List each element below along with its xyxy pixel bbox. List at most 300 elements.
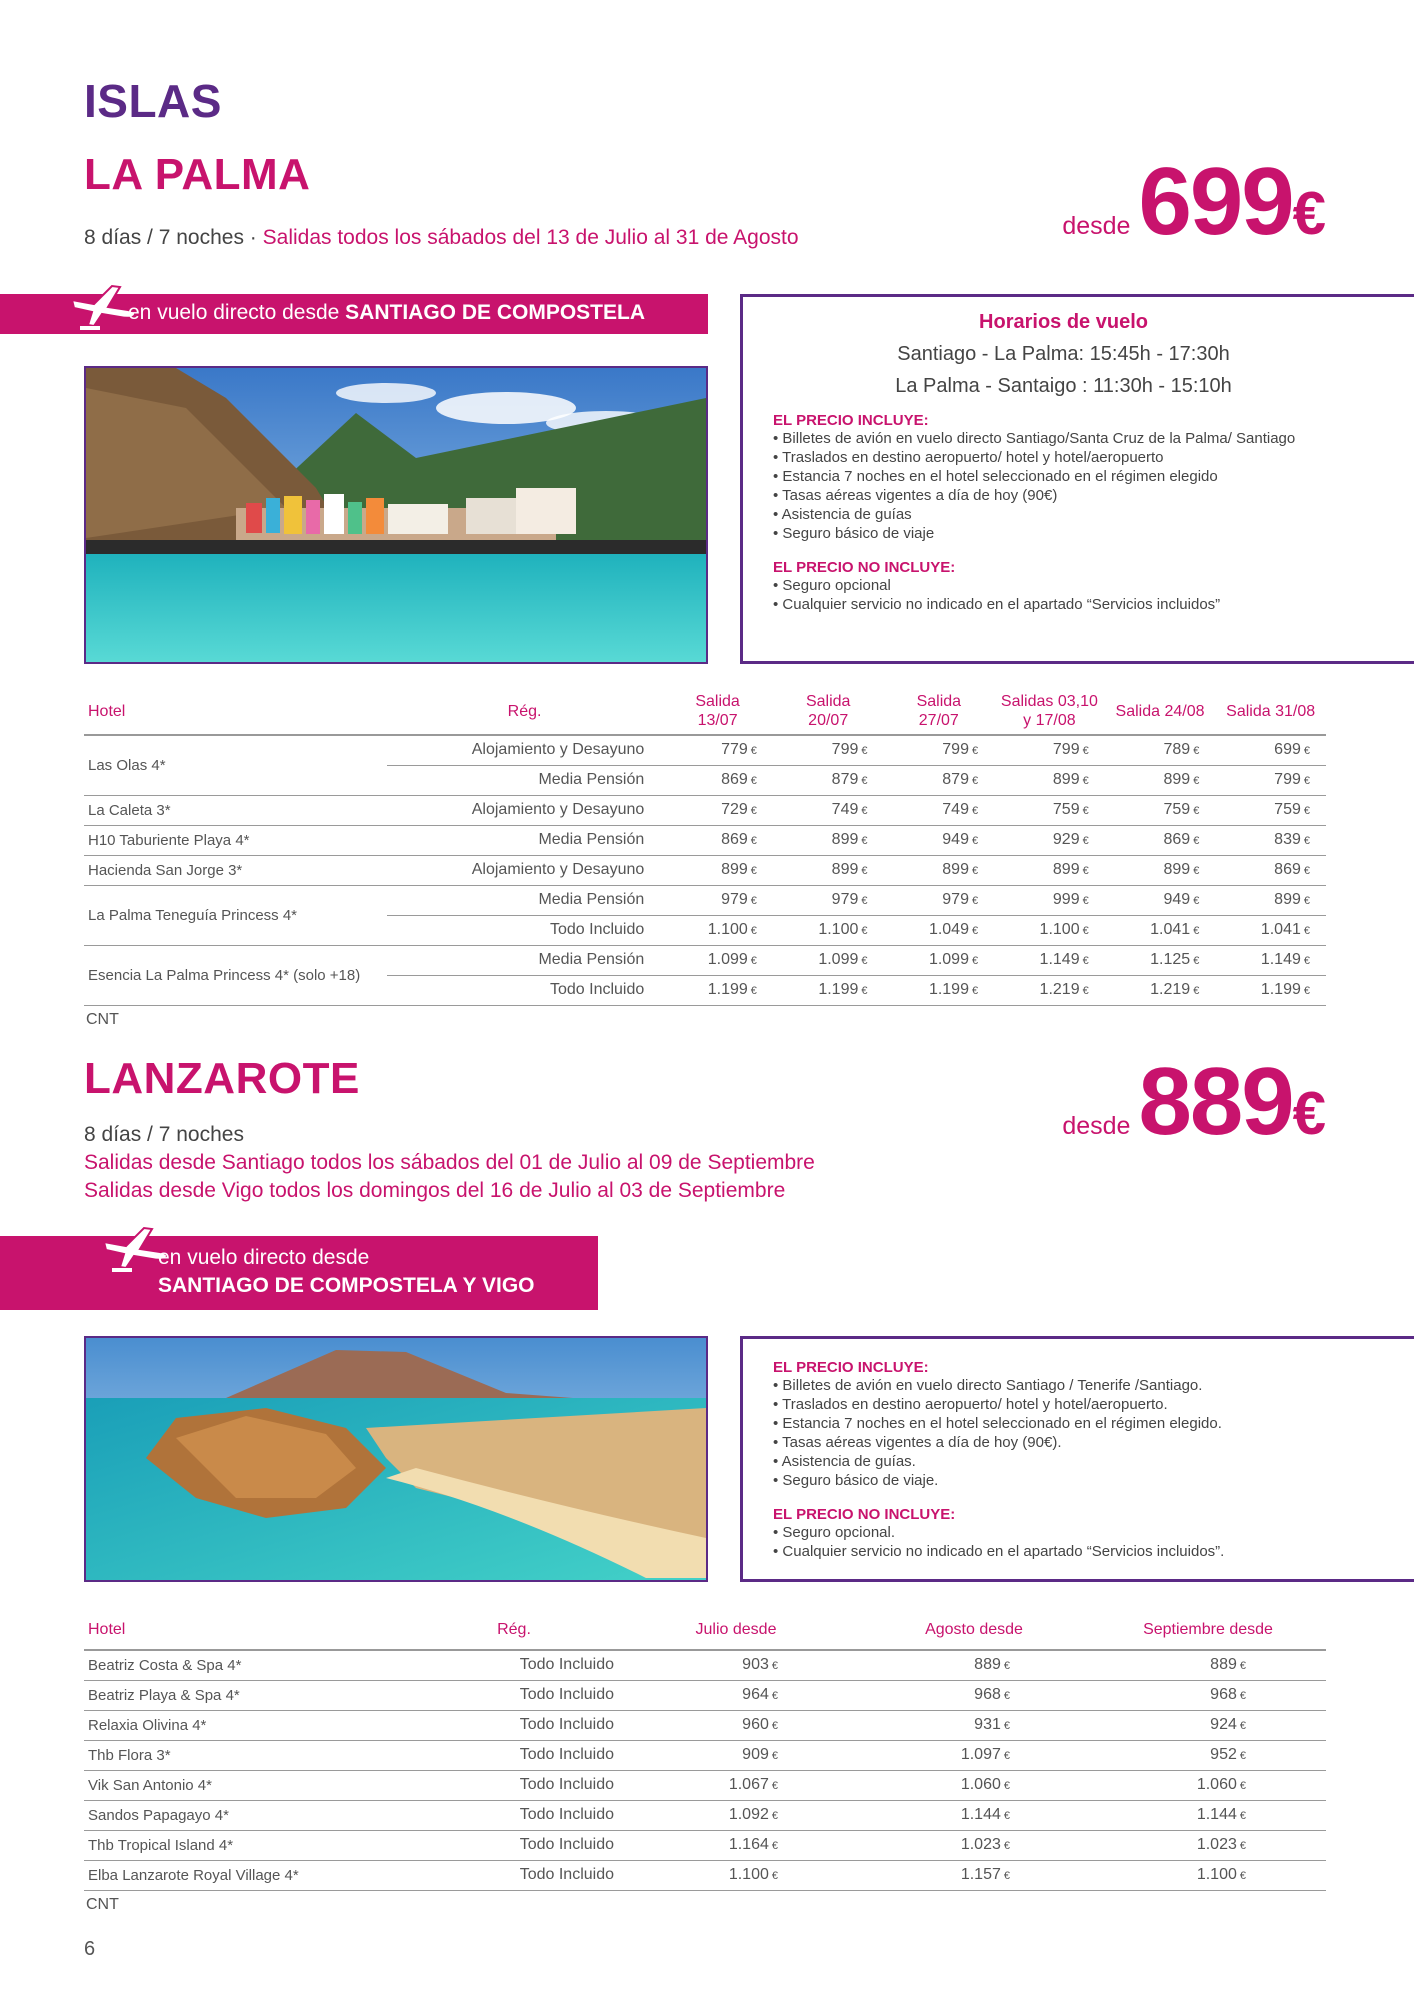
price-cell xyxy=(773,735,884,765)
price-value: 749 xyxy=(942,801,969,818)
price-value: 1.041 xyxy=(1260,921,1301,938)
lanzarote-title: LANZAROTE xyxy=(84,1054,360,1103)
regimen: Todo Incluido xyxy=(414,1710,614,1740)
list-item: • Billetes de avión en vuelo directo Santiago/Santa Cruz de la Palma/ Santiago xyxy=(773,429,1354,448)
price-value: 964 xyxy=(742,1686,769,1703)
table-row xyxy=(84,1650,1326,1680)
table-row xyxy=(84,825,1326,855)
price-cell xyxy=(662,825,773,855)
price-cell xyxy=(1105,855,1216,885)
price-value: 1.219 xyxy=(1150,981,1191,998)
schedule-title: Horarios de vuelo xyxy=(979,311,1148,333)
price-cell xyxy=(773,855,884,885)
price-cell xyxy=(858,1800,1090,1830)
price-cell xyxy=(773,765,884,795)
price-cell xyxy=(858,1830,1090,1860)
column-header: Salida 20/07 xyxy=(773,688,884,735)
hotel-name: Esencia La Palma Princess 4* (solo +18) xyxy=(84,945,387,1005)
price-value: 1.199 xyxy=(707,981,748,998)
price-value: 949 xyxy=(1163,891,1191,908)
price-value: 799 xyxy=(1052,741,1080,759)
price-cell xyxy=(884,825,995,855)
lanzarote-photo xyxy=(84,1336,708,1582)
price-unit: € xyxy=(1003,1660,1010,1673)
regimen: Todo Incluido xyxy=(414,1740,614,1770)
price-unit: € xyxy=(1003,1690,1010,1702)
table-row xyxy=(84,1680,1326,1710)
price-value: 869 xyxy=(1163,831,1191,848)
price-value: 899 xyxy=(1052,861,1080,878)
price-cell xyxy=(884,735,995,765)
la-palma-footnote: CNT xyxy=(86,1011,119,1028)
price-value: 1.149 xyxy=(1260,951,1301,968)
price-unit: € xyxy=(771,1810,778,1822)
column-header: Salida 24/08 xyxy=(1105,688,1216,735)
price-unit: € xyxy=(750,775,757,787)
list-item: • Seguro opcional. xyxy=(773,1523,1354,1542)
price-value: 1.100 xyxy=(1039,921,1080,938)
schedule-line: Santiago - La Palma: 15:45h - 17:30h xyxy=(897,343,1230,365)
price-unit: € xyxy=(1082,955,1089,967)
price-value: 899 xyxy=(1163,771,1191,788)
price-cell xyxy=(1105,945,1216,975)
price-cell xyxy=(773,915,884,945)
price-value: 899 xyxy=(721,861,748,878)
list-item: • Estancia 7 noches en el hotel seleccionado en el régimen elegido. xyxy=(773,1414,1354,1433)
price-value: 968 xyxy=(1210,1686,1237,1703)
price-cell xyxy=(858,1770,1090,1800)
price-cell xyxy=(858,1740,1090,1770)
price-unit: € xyxy=(1239,1720,1246,1732)
price-value: 869 xyxy=(1274,861,1301,878)
price-unit: € xyxy=(750,805,757,817)
includes-title: EL PRECIO INCLUYE: xyxy=(773,1359,929,1376)
price-value: 1.097 xyxy=(960,1746,1001,1763)
price-currency: € xyxy=(1292,1080,1326,1147)
price-value: 929 xyxy=(1052,831,1080,848)
price-unit: € xyxy=(1193,895,1200,907)
price-unit: € xyxy=(1239,1750,1246,1762)
excludes-title: EL PRECIO NO INCLUYE: xyxy=(773,1506,956,1523)
price-unit: € xyxy=(750,925,757,937)
price-cell xyxy=(1215,765,1326,795)
price-unit: € xyxy=(1193,955,1200,967)
price-cell xyxy=(662,795,773,825)
price-unit: € xyxy=(861,985,868,997)
price-value: 1.149 xyxy=(1039,951,1080,968)
price-value: 899 xyxy=(1274,891,1301,908)
price-cell xyxy=(994,915,1105,945)
price-unit: € xyxy=(1082,775,1089,787)
price-cell xyxy=(662,975,773,1005)
regimen: Media Pensión xyxy=(387,765,662,795)
price-cell xyxy=(1105,795,1216,825)
price-cell xyxy=(1090,1860,1326,1890)
includes-list xyxy=(773,1376,1354,1490)
price-cell xyxy=(858,1680,1090,1710)
list-item: • Asistencia de guías xyxy=(773,505,1354,524)
schedule-line: La Palma - Santaigo : 11:30h - 15:10h xyxy=(895,375,1232,397)
price-cell xyxy=(994,945,1105,975)
list-item: • Tasas aéreas vigentes a día de hoy (90€) xyxy=(773,486,1354,505)
price-cell xyxy=(1105,765,1216,795)
list-item: • Billetes de avión en vuelo directo Santiago / Tenerife /Santiago. xyxy=(773,1376,1354,1395)
hotel-name: Sandos Papagayo 4* xyxy=(84,1800,414,1830)
price-unit: € xyxy=(1303,775,1310,787)
excludes-list xyxy=(773,576,1354,614)
price-value: 909 xyxy=(742,1746,769,1763)
price-cell xyxy=(614,1680,858,1710)
page-number: 6 xyxy=(84,1938,96,1960)
price-unit: € xyxy=(771,1660,778,1673)
regimen: Todo Incluido xyxy=(414,1800,614,1830)
la-palma-subtitle xyxy=(84,226,799,250)
list-item: • Asistencia de guías. xyxy=(773,1452,1354,1471)
price-unit: € xyxy=(1303,895,1310,907)
price-cell xyxy=(614,1800,858,1830)
price-unit: € xyxy=(1239,1690,1246,1702)
table-header-row xyxy=(84,688,1326,735)
price-value: 899 xyxy=(942,861,969,878)
price-value: 1.023 xyxy=(1196,1836,1237,1853)
lanzarote-footnote: CNT xyxy=(86,1896,119,1913)
price-cell xyxy=(614,1830,858,1860)
lanzarote-price-table xyxy=(84,1610,1326,1891)
price-value: 889 xyxy=(974,1656,1001,1674)
price-value: 869 xyxy=(721,771,748,788)
price-value: 839 xyxy=(1274,831,1301,848)
price-unit: € xyxy=(1082,985,1089,997)
price-cell xyxy=(662,855,773,885)
price-cell xyxy=(662,885,773,915)
price-value: 729 xyxy=(721,801,748,818)
price-unit: € xyxy=(1303,745,1310,758)
regimen: Todo Incluido xyxy=(387,975,662,1005)
hotel-name: Elba Lanzarote Royal Village 4* xyxy=(84,1860,414,1890)
hotel-name: Vik San Antonio 4* xyxy=(84,1770,414,1800)
price-unit: € xyxy=(1193,805,1200,817)
hotel-name: Thb Tropical Island 4* xyxy=(84,1830,414,1860)
price-unit: € xyxy=(1303,925,1310,937)
price-cell xyxy=(1090,1800,1326,1830)
price-unit: € xyxy=(771,1750,778,1762)
price-cell xyxy=(1090,1650,1326,1680)
lanzarote-departures-santiago: Salidas desde Santiago todos los sábados del 01 de Julio al 09 de Septiembre xyxy=(84,1151,815,1174)
hotel-name: La Palma Teneguía Princess 4* xyxy=(84,885,387,945)
price-cell xyxy=(1105,975,1216,1005)
table-row xyxy=(84,855,1326,885)
price-value: 979 xyxy=(942,891,969,908)
price-unit: € xyxy=(1082,835,1089,847)
price-cell xyxy=(1215,735,1326,765)
price-value: 979 xyxy=(721,891,748,908)
price-unit: € xyxy=(971,805,979,817)
hotel-name: H10 Taburiente Playa 4* xyxy=(84,825,387,855)
price-cell xyxy=(994,735,1105,765)
banner-text-bold: SANTIAGO DE COMPOSTELA Y VIGO xyxy=(158,1274,535,1297)
la-palma-flight-banner xyxy=(0,294,708,334)
price-value: 1.164 xyxy=(728,1836,769,1853)
price-cell xyxy=(662,945,773,975)
price-cell xyxy=(614,1860,858,1890)
price-value: 889 xyxy=(1210,1656,1237,1674)
hotel-name: Hacienda San Jorge 3* xyxy=(84,855,387,885)
table-row xyxy=(84,885,1326,915)
price-cell xyxy=(1090,1770,1326,1800)
price-value: 960 xyxy=(742,1716,769,1733)
list-item: • Seguro básico de viaje. xyxy=(773,1471,1354,1490)
price-unit: € xyxy=(1239,1660,1246,1673)
price-cell xyxy=(884,915,995,945)
price-cell xyxy=(1215,915,1326,945)
price-unit: € xyxy=(971,955,979,967)
excludes-list xyxy=(773,1523,1354,1561)
price-prefix: desde xyxy=(1062,212,1131,240)
table-row xyxy=(84,1830,1326,1860)
price-cell xyxy=(994,855,1105,885)
price-cell xyxy=(858,1710,1090,1740)
price-amount: 889 xyxy=(1138,1048,1293,1155)
price-value: 1.099 xyxy=(707,951,748,968)
price-unit: € xyxy=(1239,1810,1246,1822)
la-palma-price-table xyxy=(84,688,1326,1006)
price-value: 1.199 xyxy=(1260,981,1301,998)
price-value: 1.157 xyxy=(960,1866,1001,1883)
hotel-name: Las Olas 4* xyxy=(84,735,387,795)
price-value: 1.099 xyxy=(928,951,969,968)
price-unit: € xyxy=(971,985,979,997)
price-cell xyxy=(773,825,884,855)
price-value: 949 xyxy=(942,831,969,848)
price-value: 1.199 xyxy=(818,981,859,998)
column-header: Salidas 03,10 y 17/08 xyxy=(994,688,1105,735)
price-cell xyxy=(614,1710,858,1740)
price-unit: € xyxy=(861,955,868,967)
hotel-name: Beatriz Costa & Spa 4* xyxy=(84,1650,414,1680)
column-header: Julio desde xyxy=(614,1610,858,1650)
price-value: 1.041 xyxy=(1150,921,1191,938)
price-value: 1.100 xyxy=(707,921,748,938)
price-unit: € xyxy=(771,1840,778,1852)
price-value: 952 xyxy=(1210,1746,1237,1763)
price-unit: € xyxy=(1303,835,1310,847)
price-value: 999 xyxy=(1052,891,1080,908)
hotel-name: La Caleta 3* xyxy=(84,795,387,825)
price-value: 699 xyxy=(1274,741,1301,759)
price-value: 903 xyxy=(742,1656,769,1674)
price-value: 979 xyxy=(831,891,859,908)
price-unit: € xyxy=(1193,925,1200,937)
la-palma-photo xyxy=(84,366,708,664)
price-value: 799 xyxy=(1274,771,1301,788)
price-amount: 699 xyxy=(1138,148,1293,255)
price-value: 1.219 xyxy=(1039,981,1080,998)
price-unit: € xyxy=(771,1870,778,1882)
regimen: Alojamiento y Desayuno xyxy=(387,735,662,765)
price-unit: € xyxy=(1003,1840,1010,1852)
price-cell xyxy=(884,945,995,975)
price-cell xyxy=(1090,1680,1326,1710)
separator: · xyxy=(249,226,257,249)
regimen: Media Pensión xyxy=(387,825,662,855)
price-unit: € xyxy=(1193,775,1200,787)
price-unit: € xyxy=(971,925,979,937)
price-cell xyxy=(1215,825,1326,855)
column-header: Septiembre desde xyxy=(1090,1610,1326,1650)
la-palma-departures: Salidas todos los sábados del 13 de Julio al 31 de Agosto xyxy=(262,226,799,249)
lanzarote-duration: 8 días / 7 noches xyxy=(84,1123,244,1146)
price-cell xyxy=(614,1650,858,1680)
price-cell xyxy=(884,765,995,795)
price-value: 879 xyxy=(942,771,969,788)
price-value: 759 xyxy=(1163,801,1191,818)
column-header: Rég. xyxy=(414,1610,614,1650)
price-cell xyxy=(1105,735,1216,765)
price-cell xyxy=(994,765,1105,795)
price-cell xyxy=(773,975,884,1005)
price-unit: € xyxy=(1193,985,1200,997)
regimen: Media Pensión xyxy=(387,885,662,915)
lanzarote-flight-banner xyxy=(0,1236,598,1310)
banner-text xyxy=(128,301,645,325)
price-cell xyxy=(1215,945,1326,975)
column-header: Rég. xyxy=(387,688,662,735)
table-row xyxy=(84,945,1326,975)
table-row xyxy=(84,1770,1326,1800)
table-row xyxy=(84,1860,1326,1890)
list-item: • Estancia 7 noches en el hotel seleccionado en el régimen elegido xyxy=(773,467,1354,486)
table-row xyxy=(84,1710,1326,1740)
la-palma-title: LA PALMA xyxy=(84,150,311,199)
price-unit: € xyxy=(1303,865,1310,877)
banner-text-bold: SANTIAGO DE COMPOSTELA xyxy=(345,301,646,324)
price-unit: € xyxy=(771,1780,778,1792)
price-unit: € xyxy=(1193,865,1200,877)
column-header: Salida 27/07 xyxy=(884,688,995,735)
price-unit: € xyxy=(861,805,868,817)
list-item: • Seguro opcional xyxy=(773,576,1354,595)
hotel-name: Relaxia Olivina 4* xyxy=(84,1710,414,1740)
price-value: 779 xyxy=(721,741,748,759)
price-unit: € xyxy=(750,955,757,967)
regimen: Todo Incluido xyxy=(414,1770,614,1800)
regimen: Todo Incluido xyxy=(414,1650,614,1680)
price-unit: € xyxy=(861,865,868,877)
price-cell xyxy=(994,885,1105,915)
price-cell xyxy=(1105,825,1216,855)
price-unit: € xyxy=(1239,1840,1246,1852)
price-cell xyxy=(662,765,773,795)
la-palma-info-box xyxy=(740,294,1414,664)
price-unit: € xyxy=(1082,805,1089,817)
price-cell xyxy=(994,825,1105,855)
price-value: 1.060 xyxy=(960,1776,1001,1793)
price-unit: € xyxy=(750,895,757,907)
price-unit: € xyxy=(971,895,979,907)
price-value: 899 xyxy=(1052,771,1080,788)
price-value: 869 xyxy=(721,831,748,848)
price-value: 1.067 xyxy=(728,1776,769,1793)
price-unit: € xyxy=(750,985,757,997)
price-unit: € xyxy=(1239,1780,1246,1792)
price-value: 1.023 xyxy=(960,1836,1001,1853)
price-unit: € xyxy=(1003,1780,1010,1792)
price-unit: € xyxy=(861,835,868,847)
list-item: • Tasas aéreas vigentes a día de hoy (90€). xyxy=(773,1433,1354,1452)
price-cell xyxy=(1105,915,1216,945)
price-value: 759 xyxy=(1274,801,1301,818)
section-title: ISLAS xyxy=(84,75,222,127)
price-unit: € xyxy=(1003,1870,1010,1882)
column-header: Agosto desde xyxy=(858,1610,1090,1650)
price-unit: € xyxy=(1082,745,1089,758)
price-unit: € xyxy=(861,775,868,787)
price-cell xyxy=(773,945,884,975)
column-header: Hotel xyxy=(84,1610,414,1650)
price-cell xyxy=(1090,1830,1326,1860)
regimen: Alojamiento y Desayuno xyxy=(387,795,662,825)
price-cell xyxy=(884,855,995,885)
price-value: 1.199 xyxy=(928,981,969,998)
price-cell xyxy=(662,915,773,945)
price-cell xyxy=(773,885,884,915)
price-value: 749 xyxy=(831,801,859,818)
includes-title: EL PRECIO INCLUYE: xyxy=(773,412,929,429)
price-cell xyxy=(884,795,995,825)
column-header: Salida 31/08 xyxy=(1215,688,1326,735)
price-value: 1.099 xyxy=(818,951,859,968)
price-value: 799 xyxy=(831,741,859,759)
price-value: 924 xyxy=(1210,1716,1237,1733)
price-unit: € xyxy=(1193,835,1200,847)
price-cell xyxy=(614,1770,858,1800)
table-row xyxy=(84,1740,1326,1770)
price-value: 1.092 xyxy=(728,1806,769,1823)
column-header: Salida 13/07 xyxy=(662,688,773,735)
lanzarote-info-box xyxy=(740,1336,1414,1582)
price-value: 1.100 xyxy=(818,921,859,938)
price-unit: € xyxy=(771,1720,778,1732)
price-unit: € xyxy=(1303,805,1310,817)
table-row xyxy=(84,735,1326,765)
price-cell xyxy=(1090,1740,1326,1770)
banner-text-normal: en vuelo directo desde xyxy=(158,1246,370,1269)
list-item: • Cualquier servicio no indicado en el apartado “Servicios incluidos”. xyxy=(773,1542,1354,1561)
price-cell xyxy=(858,1650,1090,1680)
price-unit: € xyxy=(1193,745,1200,758)
regimen: Alojamiento y Desayuno xyxy=(387,855,662,885)
price-unit: € xyxy=(1303,955,1310,967)
list-item: • Traslados en destino aeropuerto/ hotel y hotel/aeropuerto xyxy=(773,448,1354,467)
price-value: 968 xyxy=(974,1686,1001,1703)
hotel-name: Thb Flora 3* xyxy=(84,1740,414,1770)
price-unit: € xyxy=(861,925,868,937)
hotel-name: Beatriz Playa & Spa 4* xyxy=(84,1680,414,1710)
price-cell xyxy=(1215,795,1326,825)
price-unit: € xyxy=(971,835,979,847)
price-value: 1.144 xyxy=(1196,1806,1237,1823)
price-unit: € xyxy=(1003,1720,1010,1732)
price-value: 789 xyxy=(1163,741,1191,759)
regimen: Todo Incluido xyxy=(387,915,662,945)
price-value: 1.060 xyxy=(1196,1776,1237,1793)
price-unit: € xyxy=(861,895,868,907)
price-value: 1.144 xyxy=(960,1806,1001,1823)
price-cell xyxy=(858,1860,1090,1890)
price-unit: € xyxy=(771,1690,778,1702)
price-cell xyxy=(884,975,995,1005)
price-value: 1.100 xyxy=(728,1866,769,1883)
